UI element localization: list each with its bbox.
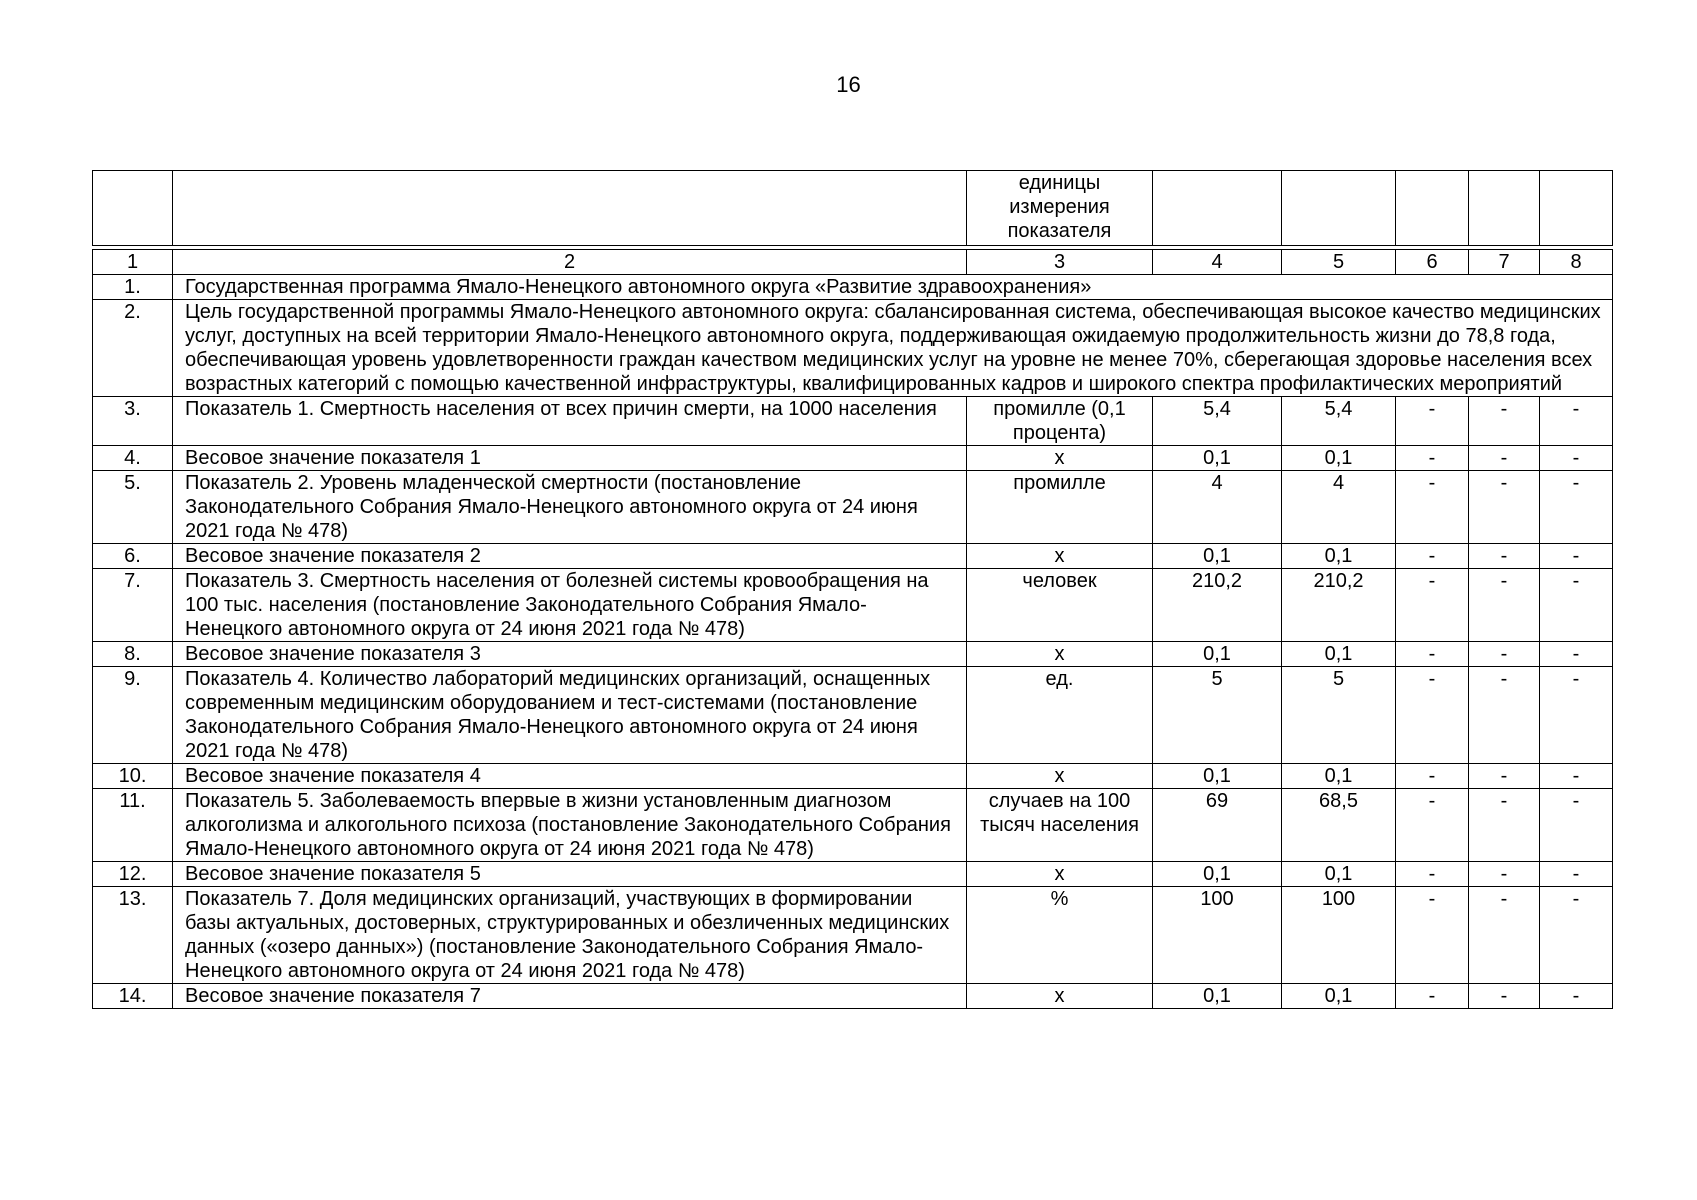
value-col-8: - — [1540, 789, 1613, 862]
indicator-name: Показатель 7. Доля медицинских организаций, участвующих в формировании базы актуальных, достоверных, структурированных и обезличенных медицинских данных («озеро данных») (постановление Законодательного Собрания Ямало-Ненецкого автономного округа от 24 июня 2021 года № 478) — [173, 887, 967, 984]
table-row — [93, 789, 1613, 862]
value-col-8: - — [1540, 984, 1613, 1009]
value-col-5: 0,1 — [1282, 764, 1396, 789]
table-row — [93, 397, 1613, 446]
value-col-8: - — [1540, 642, 1613, 667]
unit-cell: случаев на 100 тысяч населения — [967, 789, 1153, 862]
value-col-6: - — [1396, 397, 1469, 446]
unit-cell: х — [967, 764, 1153, 789]
indicator-name: Весовое значение показателя 5 — [173, 862, 967, 887]
unit-cell: х — [967, 862, 1153, 887]
column-numbers-row — [93, 250, 1613, 275]
unit-cell: промилле (0,1 процента) — [967, 397, 1153, 446]
value-col-7: - — [1469, 984, 1540, 1009]
column-number: 8 — [1540, 250, 1613, 275]
header-cell-7 — [1469, 171, 1540, 246]
row-number: 7. — [93, 569, 173, 642]
value-col-6: - — [1396, 764, 1469, 789]
value-col-8: - — [1540, 764, 1613, 789]
value-col-5: 100 — [1282, 887, 1396, 984]
value-col-8: - — [1540, 569, 1613, 642]
value-col-5: 0,1 — [1282, 446, 1396, 471]
row-number: 13. — [93, 887, 173, 984]
row-number: 5. — [93, 471, 173, 544]
indicator-name: Весовое значение показателя 4 — [173, 764, 967, 789]
value-col-4: 0,1 — [1153, 984, 1282, 1009]
row-number: 11. — [93, 789, 173, 862]
row-number: 1. — [93, 275, 173, 300]
header-cell-6 — [1396, 171, 1469, 246]
value-col-5: 0,1 — [1282, 984, 1396, 1009]
value-col-8: - — [1540, 471, 1613, 544]
value-col-4: 5 — [1153, 667, 1282, 764]
value-col-6: - — [1396, 789, 1469, 862]
table-row — [93, 887, 1613, 984]
header-cell-8 — [1540, 171, 1613, 246]
row-number: 6. — [93, 544, 173, 569]
value-col-7: - — [1469, 887, 1540, 984]
value-col-7: - — [1469, 667, 1540, 764]
value-col-7: - — [1469, 397, 1540, 446]
indicator-name: Весовое значение показателя 3 — [173, 642, 967, 667]
value-col-4: 100 — [1153, 887, 1282, 984]
table-row — [93, 764, 1613, 789]
table-row — [93, 446, 1613, 471]
value-col-6: - — [1396, 667, 1469, 764]
value-col-4: 0,1 — [1153, 642, 1282, 667]
unit-cell: х — [967, 446, 1153, 471]
row-number: 12. — [93, 862, 173, 887]
row-number: 3. — [93, 397, 173, 446]
header-cell-5 — [1282, 171, 1396, 246]
value-col-4: 210,2 — [1153, 569, 1282, 642]
column-number: 6 — [1396, 250, 1469, 275]
value-col-7: - — [1469, 446, 1540, 471]
value-col-8: - — [1540, 667, 1613, 764]
value-col-5: 0,1 — [1282, 642, 1396, 667]
value-col-6: - — [1396, 887, 1469, 984]
table-row — [93, 471, 1613, 544]
row-number: 14. — [93, 984, 173, 1009]
value-col-7: - — [1469, 764, 1540, 789]
value-col-4: 69 — [1153, 789, 1282, 862]
value-col-8: - — [1540, 397, 1613, 446]
row-number: 8. — [93, 642, 173, 667]
row-number: 2. — [93, 300, 173, 397]
header-row — [93, 171, 1613, 246]
unit-cell: промилле — [967, 471, 1153, 544]
row-number: 9. — [93, 667, 173, 764]
value-col-8: - — [1540, 862, 1613, 887]
value-col-7: - — [1469, 544, 1540, 569]
value-col-6: - — [1396, 446, 1469, 471]
indicators-table — [92, 170, 1613, 1009]
value-col-5: 210,2 — [1282, 569, 1396, 642]
indicator-name: Показатель 5. Заболеваемость впервые в жизни установленным диагнозом алкоголизма и алкогольного психоза (постановление Законодательного Собрания Ямало-Ненецкого автономного округа от 24 июня 2021 года № 478) — [173, 789, 967, 862]
value-col-7: - — [1469, 789, 1540, 862]
indicator-name: Показатель 3. Смертность населения от болезней системы кровообращения на 100 тыс. населения (постановление Законодательного Собрания Ямало-Ненецкого автономного округа от 24 июня 2021 года № 478) — [173, 569, 967, 642]
value-col-7: - — [1469, 471, 1540, 544]
value-col-5: 5,4 — [1282, 397, 1396, 446]
value-col-5: 4 — [1282, 471, 1396, 544]
header-unit-label: единицы измерения показателя — [967, 171, 1153, 246]
indicator-name: Показатель 2. Уровень младенческой смертности (постановление Законодательного Собрания Ямало-Ненецкого автономного округа от 24 июня 2021 года № 478) — [173, 471, 967, 544]
value-col-4: 5,4 — [1153, 397, 1282, 446]
indicator-name: Показатель 1. Смертность населения от всех причин смерти, на 1000 населения — [173, 397, 967, 446]
column-number: 3 — [967, 250, 1153, 275]
column-number: 4 — [1153, 250, 1282, 275]
row-text: Цель государственной программы Ямало-Ненецкого автономного округа: сбалансированная система, обеспечивающая высокое качество медицинских услуг, доступных на всей территории Ямало-Ненецкого автономного округа, поддерживающая ожидаемую продолжительность жизни до 78,8 года, обеспечивающая уровень удовлетворенности граждан качеством медицинских услуг на уровне не менее 70%, сберегающая здоровье населения всех возрастных категорий с помощью качественной инфраструктуры, квалифицированных кадров и широкого спектра профилактических мероприятий — [173, 300, 1613, 397]
value-col-4: 0,1 — [1153, 764, 1282, 789]
row-number: 10. — [93, 764, 173, 789]
column-number: 7 — [1469, 250, 1540, 275]
value-col-7: - — [1469, 569, 1540, 642]
value-col-6: - — [1396, 471, 1469, 544]
value-col-4: 0,1 — [1153, 544, 1282, 569]
value-col-7: - — [1469, 862, 1540, 887]
value-col-4: 0,1 — [1153, 446, 1282, 471]
page-number: 16 — [836, 72, 861, 97]
table-row — [93, 569, 1613, 642]
indicator-name: Весовое значение показателя 7 — [173, 984, 967, 1009]
value-col-5: 0,1 — [1282, 544, 1396, 569]
value-col-8: - — [1540, 887, 1613, 984]
header-cell-1 — [93, 171, 173, 246]
header-cell-2 — [173, 171, 967, 246]
table-row — [93, 275, 1613, 300]
indicator-name: Весовое значение показателя 1 — [173, 446, 967, 471]
value-col-6: - — [1396, 862, 1469, 887]
table-row — [93, 984, 1613, 1009]
column-number: 1 — [93, 250, 173, 275]
value-col-6: - — [1396, 642, 1469, 667]
indicator-name: Показатель 4. Количество лабораторий медицинских организаций, оснащенных современным медицинским оборудованием и тест-системами (постановление Законодательного Собрания Ямало-Ненецкого автономного округа от 24 июня 2021 года № 478) — [173, 667, 967, 764]
value-col-5: 0,1 — [1282, 862, 1396, 887]
value-col-8: - — [1540, 446, 1613, 471]
row-text: Государственная программа Ямало-Ненецкого автономного округа «Развитие здравоохранения» — [173, 275, 1613, 300]
value-col-6: - — [1396, 544, 1469, 569]
header-cell-4 — [1153, 171, 1282, 246]
table-row — [93, 300, 1613, 397]
unit-cell: ед. — [967, 667, 1153, 764]
value-col-8: - — [1540, 544, 1613, 569]
column-number: 2 — [173, 250, 967, 275]
value-col-4: 4 — [1153, 471, 1282, 544]
table-row — [93, 667, 1613, 764]
unit-cell: % — [967, 887, 1153, 984]
value-col-6: - — [1396, 984, 1469, 1009]
table-row — [93, 862, 1613, 887]
value-col-4: 0,1 — [1153, 862, 1282, 887]
table-row — [93, 544, 1613, 569]
value-col-7: - — [1469, 642, 1540, 667]
unit-cell: х — [967, 984, 1153, 1009]
unit-cell: х — [967, 642, 1153, 667]
row-number: 4. — [93, 446, 173, 471]
unit-cell: х — [967, 544, 1153, 569]
indicator-name: Весовое значение показателя 2 — [173, 544, 967, 569]
unit-cell: человек — [967, 569, 1153, 642]
column-number: 5 — [1282, 250, 1396, 275]
value-col-5: 68,5 — [1282, 789, 1396, 862]
value-col-6: - — [1396, 569, 1469, 642]
value-col-5: 5 — [1282, 667, 1396, 764]
table-row — [93, 642, 1613, 667]
